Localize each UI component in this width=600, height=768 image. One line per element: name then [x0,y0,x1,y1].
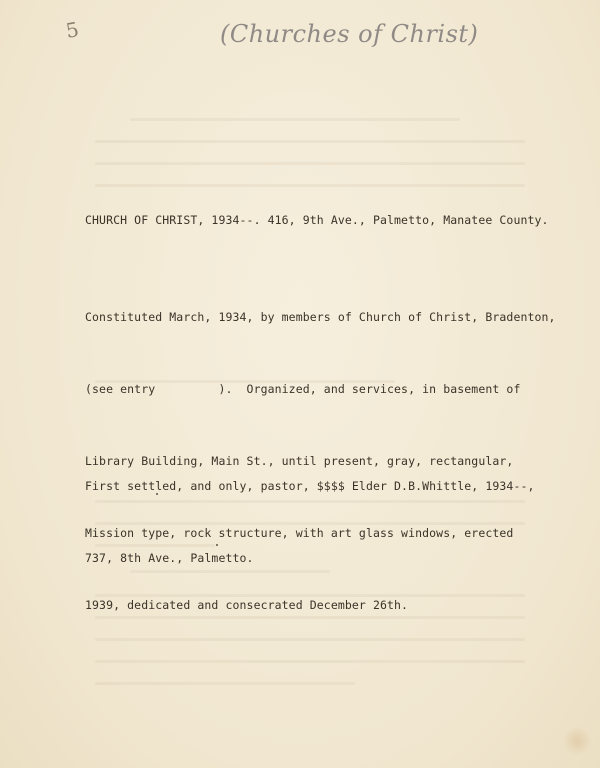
text-line: 1939, dedicated and consecrated December 26th. [85,598,409,612]
text-line: Mission type, rock structure, with art glass windows, erected [85,526,514,540]
paper-stain [562,726,592,756]
bleed-through-line [95,140,525,143]
bleed-through-line [95,162,525,165]
bleed-through-line [95,682,355,685]
corner-pencil-mark: 5 [64,17,81,43]
text-line: Constituted March, 1934, by members of Church of Christ, Bradenton, [85,310,556,324]
handwritten-note: (Churches of Christ) [220,20,479,48]
bleed-through-line [95,184,525,187]
entry-heading: CHURCH OF CHRIST, 1934--. 416, 9th Ave., Palmetto, Manatee County. [85,213,549,227]
bleed-through-line [130,118,460,121]
text-line: 737, 8th Ave., Palmetto. [85,551,254,565]
text-line: (see entry ). Organized, and services, in basement of [85,382,521,396]
stray-ink-dot [216,544,218,546]
text-line: First settled, and only, pastor, $$$$ Elder D.B.Whittle, 1934--, [85,479,535,493]
pastor-paragraph [85,426,535,618]
stray-ink-dot [156,493,158,495]
text-line: Library Building, Main St., until present, gray, rectangular, [85,454,514,468]
